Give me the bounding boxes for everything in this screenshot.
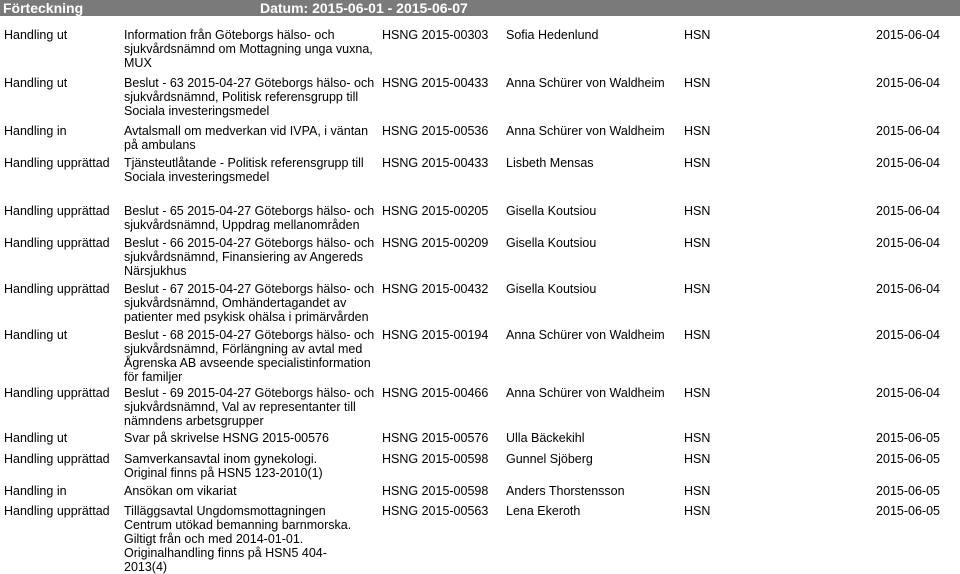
case-number: HSNG 2015-00433 bbox=[382, 76, 489, 90]
handler-name: Gisella Koutsiou bbox=[506, 236, 597, 250]
document-description: Svar på skrivelse HSNG 2015-00576 bbox=[124, 431, 329, 445]
date: 2015-06-05 bbox=[876, 452, 940, 466]
handler-name: Lena Ekeroth bbox=[506, 504, 581, 518]
date: 2015-06-04 bbox=[876, 124, 940, 138]
case-number: HSNG 2015-00432 bbox=[382, 282, 489, 296]
handler-name: Anna Schürer von Waldheim bbox=[506, 124, 665, 138]
document-type: Handling in bbox=[4, 484, 67, 498]
handler-name: Anna Schürer von Waldheim bbox=[506, 386, 665, 400]
unit: HSN bbox=[684, 328, 711, 342]
register-list bbox=[0, 28, 960, 574]
unit: HSN bbox=[684, 386, 711, 400]
document-description: Tilläggsavtal Ungdomsmottagningen Centrum utökad bemanning barnmorska. Giltigt från och med 2014-01-01. Originalhandling finns på HSN5 404-2013(4) bbox=[124, 504, 352, 574]
case-number: HSNG 2015-00205 bbox=[382, 204, 489, 218]
list-item bbox=[0, 204, 960, 236]
list-item bbox=[0, 124, 960, 156]
case-number: HSNG 2015-00194 bbox=[382, 328, 489, 342]
list-item bbox=[0, 328, 960, 386]
document-description: Beslut - 65 2015-04-27 Göteborgs hälso- och sjukvårdsnämnd, Uppdrag mellanområden bbox=[124, 204, 375, 232]
document-type: Handling ut bbox=[4, 328, 68, 342]
document-type: Handling ut bbox=[4, 431, 68, 445]
document-type: Handling upprättad bbox=[4, 504, 110, 518]
case-number: HSNG 2015-00576 bbox=[382, 431, 489, 445]
document-description: Beslut - 69 2015-04-27 Göteborgs hälso- och sjukvårdsnämnd, Val av representanter till nämndens arbetsgrupper bbox=[124, 386, 375, 428]
handler-name: Lisbeth Mensas bbox=[506, 156, 594, 170]
case-number: HSNG 2015-00303 bbox=[382, 28, 489, 42]
handler-name: Anna Schürer von Waldheim bbox=[506, 76, 665, 90]
date: 2015-06-04 bbox=[876, 282, 940, 296]
document-description: Beslut - 67 2015-04-27 Göteborgs hälso- och sjukvårdsnämnd, Omhändertagandet av patienter med psykisk ohälsa i primärvården bbox=[124, 282, 375, 324]
unit: HSN bbox=[684, 28, 711, 42]
list-item bbox=[0, 156, 960, 204]
document-type: Handling ut bbox=[4, 76, 68, 90]
document-type: Handling upprättad bbox=[4, 282, 110, 296]
document-description: Tjänsteutlåtande - Politisk referensgrupp till Sociala investeringsmedel bbox=[124, 156, 364, 184]
date: 2015-06-05 bbox=[876, 431, 940, 445]
list-item bbox=[0, 504, 960, 574]
document-type: Handling upprättad bbox=[4, 236, 110, 250]
document-type: Handling upprättad bbox=[4, 386, 110, 400]
document-type: Handling in bbox=[4, 124, 67, 138]
document-description: Avtalsmall om medverkan vid IVPA, i väntan på ambulans bbox=[124, 124, 369, 152]
list-item bbox=[0, 28, 960, 76]
unit: HSN bbox=[684, 452, 711, 466]
handler-name: Anders Thorstensson bbox=[506, 484, 625, 498]
date-range: Datum: 2015-06-01 - 2015-06-07 bbox=[260, 0, 468, 16]
date: 2015-06-05 bbox=[876, 504, 940, 518]
list-item bbox=[0, 236, 960, 282]
document-description: Beslut - 63 2015-04-27 Göteborgs hälso- och sjukvårdsnämnd, Politisk referensgrupp till Sociala investeringsmedel bbox=[124, 76, 375, 118]
list-item bbox=[0, 431, 960, 452]
date: 2015-06-05 bbox=[876, 484, 940, 498]
document-description: Information från Göteborgs hälso- och sjukvårdsnämnd om Mottagning unga vuxna, MUX bbox=[124, 28, 373, 70]
unit: HSN bbox=[684, 484, 711, 498]
handler-name: Gisella Koutsiou bbox=[506, 282, 597, 296]
unit: HSN bbox=[684, 282, 711, 296]
document-description: Beslut - 68 2015-04-27 Göteborgs hälso- och sjukvårdsnämnd, Förlängning av avtal med Ågrenska AB avseende specialistinformation för familjer bbox=[124, 328, 375, 384]
list-item bbox=[0, 386, 960, 431]
date: 2015-06-04 bbox=[876, 328, 940, 342]
document-type: Handling upprättad bbox=[4, 452, 110, 466]
unit: HSN bbox=[684, 156, 711, 170]
handler-name: Anna Schürer von Waldheim bbox=[506, 328, 665, 342]
report-header bbox=[0, 0, 960, 16]
unit: HSN bbox=[684, 431, 711, 445]
date: 2015-06-04 bbox=[876, 236, 940, 250]
date: 2015-06-04 bbox=[876, 386, 940, 400]
case-number: HSNG 2015-00466 bbox=[382, 386, 489, 400]
document-description: Samverkansavtal inom gynekologi. Original finns på HSN5 123-2010(1) bbox=[124, 452, 323, 480]
case-number: HSNG 2015-00536 bbox=[382, 124, 489, 138]
document-type: Handling upprättad bbox=[4, 204, 110, 218]
handler-name: Gisella Koutsiou bbox=[506, 204, 597, 218]
document-description: Ansökan om vikariat bbox=[124, 484, 237, 498]
document-type: Handling ut bbox=[4, 28, 68, 42]
list-item bbox=[0, 484, 960, 504]
report-title: Förteckning bbox=[3, 0, 84, 16]
unit: HSN bbox=[684, 124, 711, 138]
document-description: Beslut - 66 2015-04-27 Göteborgs hälso- och sjukvårdsnämnd, Finansiering av Angereds Närsjukhus bbox=[124, 236, 375, 278]
case-number: HSNG 2015-00598 bbox=[382, 452, 489, 466]
list-item bbox=[0, 282, 960, 328]
unit: HSN bbox=[684, 76, 711, 90]
handler-name: Gunnel Sjöberg bbox=[506, 452, 593, 466]
case-number: HSNG 2015-00433 bbox=[382, 156, 489, 170]
list-item bbox=[0, 452, 960, 484]
handler-name: Ulla Bäckekihl bbox=[506, 431, 585, 445]
date: 2015-06-04 bbox=[876, 76, 940, 90]
case-number: HSNG 2015-00563 bbox=[382, 504, 489, 518]
date: 2015-06-04 bbox=[876, 156, 940, 170]
unit: HSN bbox=[684, 504, 711, 518]
document-type: Handling upprättad bbox=[4, 156, 110, 170]
date: 2015-06-04 bbox=[876, 28, 940, 42]
list-item bbox=[0, 76, 960, 124]
unit: HSN bbox=[684, 204, 711, 218]
unit: HSN bbox=[684, 236, 711, 250]
case-number: HSNG 2015-00598 bbox=[382, 484, 489, 498]
date: 2015-06-04 bbox=[876, 204, 940, 218]
case-number: HSNG 2015-00209 bbox=[382, 236, 489, 250]
handler-name: Sofia Hedenlund bbox=[506, 28, 599, 42]
